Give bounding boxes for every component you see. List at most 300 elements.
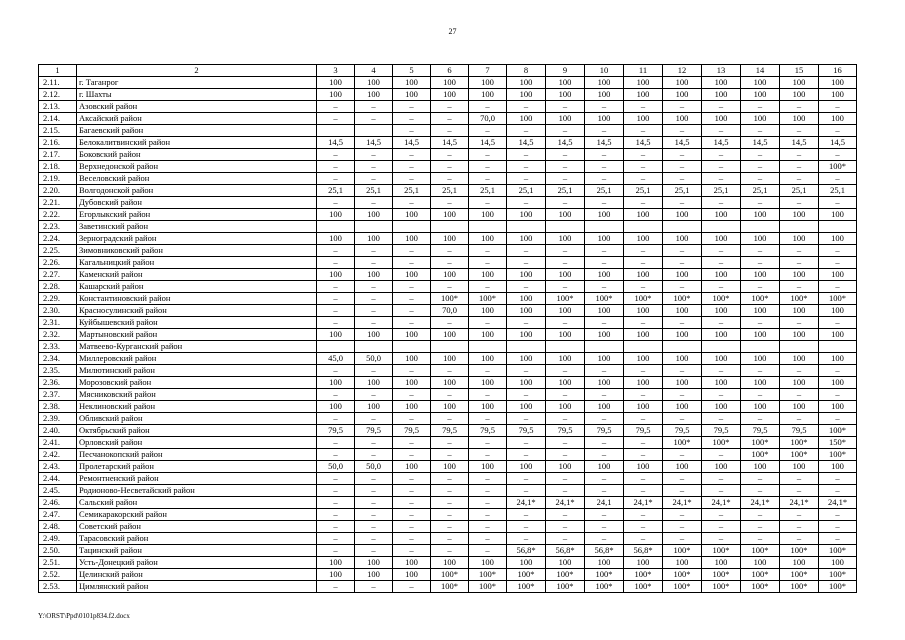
value-cell [393, 341, 431, 353]
value-cell: – [355, 365, 393, 377]
value-cell: 25,1 [431, 185, 469, 197]
value-cell: 79,5 [546, 425, 585, 437]
value-cell: – [431, 149, 469, 161]
column-number-5: 5 [393, 65, 431, 77]
value-cell: 25,1 [780, 185, 819, 197]
value-cell: 100 [624, 233, 663, 245]
value-cell: 24,1* [624, 497, 663, 509]
row-number: 2.53. [39, 581, 77, 593]
table-row [39, 317, 857, 329]
value-cell: – [317, 101, 355, 113]
column-number-4: 4 [355, 65, 393, 77]
value-cell: 24,1* [741, 497, 780, 509]
value-cell: – [393, 545, 431, 557]
value-cell: – [507, 485, 546, 497]
value-cell: – [469, 533, 507, 545]
value-cell: 100 [585, 113, 624, 125]
district-name: Миллеровский район [77, 353, 317, 365]
value-cell: – [546, 125, 585, 137]
column-number-1: 1 [39, 65, 77, 77]
value-cell: – [780, 125, 819, 137]
value-cell: 100 [585, 329, 624, 341]
table-row [39, 329, 857, 341]
value-cell: – [624, 473, 663, 485]
value-cell: 100 [507, 269, 546, 281]
table-row [39, 437, 857, 449]
district-name: Константиновский район [77, 293, 317, 305]
value-cell: 14,5 [546, 137, 585, 149]
table-row [39, 377, 857, 389]
value-cell: 100 [702, 305, 741, 317]
value-cell: – [585, 485, 624, 497]
table-row [39, 221, 857, 233]
row-number: 2.46. [39, 497, 77, 509]
value-cell: – [317, 485, 355, 497]
value-cell: – [780, 197, 819, 209]
value-cell: – [355, 305, 393, 317]
value-cell: 100 [819, 461, 857, 473]
table-row [39, 161, 857, 173]
value-cell: 100* [431, 293, 469, 305]
value-cell: – [780, 101, 819, 113]
table-row [39, 533, 857, 545]
value-cell [355, 341, 393, 353]
value-cell: – [393, 473, 431, 485]
value-cell: – [585, 245, 624, 257]
row-number: 2.39. [39, 413, 77, 425]
value-cell: 100 [546, 557, 585, 569]
row-number: 2.36. [39, 377, 77, 389]
value-cell: – [355, 413, 393, 425]
value-cell: 100 [741, 77, 780, 89]
value-cell: – [469, 485, 507, 497]
value-cell: – [355, 485, 393, 497]
table-row [39, 149, 857, 161]
value-cell: 79,5 [585, 425, 624, 437]
value-cell: 100 [741, 305, 780, 317]
value-cell: – [355, 389, 393, 401]
row-number: 2.27. [39, 269, 77, 281]
value-cell: – [317, 173, 355, 185]
row-number: 2.32. [39, 329, 77, 341]
table-row [39, 401, 857, 413]
value-cell: – [780, 521, 819, 533]
value-cell: – [780, 161, 819, 173]
value-cell: – [741, 245, 780, 257]
row-number: 2.49. [39, 533, 77, 545]
value-cell: 100* [702, 569, 741, 581]
value-cell: 100 [585, 557, 624, 569]
value-cell: 100 [741, 113, 780, 125]
value-cell: – [585, 509, 624, 521]
value-cell: – [317, 245, 355, 257]
value-cell: 100 [624, 89, 663, 101]
district-name: Матвеево-Курганский район [77, 341, 317, 353]
value-cell: 100 [624, 377, 663, 389]
value-cell: – [741, 521, 780, 533]
district-name: Волгодонской район [77, 185, 317, 197]
column-number-8: 8 [507, 65, 546, 77]
value-cell: – [355, 521, 393, 533]
value-cell: 14,5 [585, 137, 624, 149]
value-cell: 100 [780, 209, 819, 221]
value-cell: – [546, 473, 585, 485]
value-cell: 79,5 [624, 425, 663, 437]
value-cell: – [431, 197, 469, 209]
district-name: Тарасовский район [77, 533, 317, 545]
value-cell: – [663, 125, 702, 137]
value-cell: 24,1 [585, 497, 624, 509]
value-cell: 100 [469, 401, 507, 413]
district-name: Веселовский район [77, 173, 317, 185]
value-cell: 100 [702, 557, 741, 569]
value-cell: – [355, 581, 393, 593]
value-cell: – [469, 365, 507, 377]
value-cell: – [507, 161, 546, 173]
table-row [39, 389, 857, 401]
value-cell: – [780, 509, 819, 521]
district-name: Октябрьский район [77, 425, 317, 437]
value-cell: 100 [469, 461, 507, 473]
value-cell [546, 221, 585, 233]
value-cell: – [702, 149, 741, 161]
value-cell: 100 [819, 401, 857, 413]
district-name: Родионово-Несветайский район [77, 485, 317, 497]
value-cell: – [431, 449, 469, 461]
value-cell: – [702, 509, 741, 521]
value-cell: 14,5 [741, 137, 780, 149]
value-cell: – [431, 509, 469, 521]
value-cell: – [393, 521, 431, 533]
value-cell: 100 [702, 77, 741, 89]
value-cell: – [780, 389, 819, 401]
value-cell: – [393, 305, 431, 317]
value-cell: 100 [469, 233, 507, 245]
district-name: Боковский район [77, 149, 317, 161]
value-cell: 25,1 [819, 185, 857, 197]
row-number: 2.37. [39, 389, 77, 401]
value-cell: – [663, 257, 702, 269]
value-cell: – [624, 245, 663, 257]
value-cell: – [355, 281, 393, 293]
value-cell: 100 [507, 89, 546, 101]
value-cell: – [819, 521, 857, 533]
value-cell: – [741, 533, 780, 545]
value-cell: 100 [431, 377, 469, 389]
table-row [39, 77, 857, 89]
value-cell: 100 [819, 305, 857, 317]
value-cell: 100 [431, 557, 469, 569]
value-cell: – [702, 533, 741, 545]
value-cell: – [585, 197, 624, 209]
value-cell [317, 221, 355, 233]
value-cell: 100 [741, 353, 780, 365]
value-cell: 100* [780, 293, 819, 305]
value-cell: – [431, 521, 469, 533]
value-cell [585, 341, 624, 353]
value-cell: – [702, 365, 741, 377]
value-cell: 100 [469, 269, 507, 281]
row-number: 2.22. [39, 209, 77, 221]
column-number-14: 14 [741, 65, 780, 77]
value-cell: 100 [702, 377, 741, 389]
value-cell: – [393, 365, 431, 377]
value-cell: 100 [507, 353, 546, 365]
value-cell: – [546, 245, 585, 257]
table-row [39, 365, 857, 377]
row-number: 2.40. [39, 425, 77, 437]
value-cell: – [546, 521, 585, 533]
district-name: Обливский район [77, 413, 317, 425]
value-cell: 100 [780, 89, 819, 101]
value-cell: 100 [355, 269, 393, 281]
value-cell: 70,0 [469, 113, 507, 125]
value-cell: 100 [355, 329, 393, 341]
value-cell: 100 [546, 401, 585, 413]
value-cell: 100 [317, 329, 355, 341]
value-cell: 100 [507, 233, 546, 245]
value-cell: – [317, 149, 355, 161]
value-cell: – [393, 125, 431, 137]
value-cell: 100* [546, 293, 585, 305]
district-name: Красносулинский район [77, 305, 317, 317]
value-cell: – [546, 389, 585, 401]
value-cell: – [663, 449, 702, 461]
value-cell: 100 [702, 89, 741, 101]
row-number: 2.19. [39, 173, 77, 185]
value-cell: 100 [702, 113, 741, 125]
district-name: Пролетарский район [77, 461, 317, 473]
value-cell [469, 341, 507, 353]
table-row [39, 413, 857, 425]
value-cell: 100 [741, 377, 780, 389]
value-cell: 100 [431, 461, 469, 473]
value-cell: 100 [663, 233, 702, 245]
value-cell: – [393, 449, 431, 461]
table-row [39, 173, 857, 185]
value-cell: – [546, 173, 585, 185]
value-cell: – [585, 413, 624, 425]
value-cell: – [546, 437, 585, 449]
row-number: 2.20. [39, 185, 77, 197]
value-cell: – [317, 533, 355, 545]
column-number-11: 11 [624, 65, 663, 77]
value-cell: – [663, 389, 702, 401]
value-cell: 14,5 [624, 137, 663, 149]
value-cell: – [780, 281, 819, 293]
value-cell: – [507, 173, 546, 185]
value-cell: – [546, 149, 585, 161]
value-cell: 100 [393, 461, 431, 473]
value-cell: – [819, 317, 857, 329]
value-cell: – [663, 485, 702, 497]
district-name: Заветинский район [77, 221, 317, 233]
district-name: Куйбышевский район [77, 317, 317, 329]
value-cell: – [507, 281, 546, 293]
value-cell [741, 221, 780, 233]
value-cell: – [624, 173, 663, 185]
value-cell: 25,1 [663, 185, 702, 197]
value-cell: 14,5 [663, 137, 702, 149]
value-cell: 100* [469, 569, 507, 581]
value-cell: – [741, 473, 780, 485]
value-cell: – [585, 473, 624, 485]
district-name: Песчанокопский район [77, 449, 317, 461]
value-cell: 100* [780, 437, 819, 449]
row-number: 2.43. [39, 461, 77, 473]
value-cell: 24,1* [702, 497, 741, 509]
value-cell: – [393, 113, 431, 125]
value-cell: – [585, 125, 624, 137]
value-cell: 100 [819, 377, 857, 389]
district-name: Дубовский район [77, 197, 317, 209]
value-cell: 24,1* [663, 497, 702, 509]
value-cell: – [431, 545, 469, 557]
value-cell: 100* [431, 581, 469, 593]
value-cell: – [624, 365, 663, 377]
value-cell: – [702, 413, 741, 425]
value-cell: 79,5 [431, 425, 469, 437]
value-cell: – [317, 317, 355, 329]
row-number: 2.41. [39, 437, 77, 449]
district-name: Кагальницкий район [77, 257, 317, 269]
value-cell: – [431, 437, 469, 449]
value-cell: 100 [624, 557, 663, 569]
row-number: 2.38. [39, 401, 77, 413]
value-cell: – [507, 509, 546, 521]
row-number: 2.25. [39, 245, 77, 257]
value-cell: – [819, 125, 857, 137]
value-cell: – [393, 197, 431, 209]
value-cell: – [355, 509, 393, 521]
header-row [39, 65, 857, 77]
value-cell: 100 [663, 401, 702, 413]
value-cell: – [393, 485, 431, 497]
value-cell: – [585, 281, 624, 293]
value-cell: 100 [780, 377, 819, 389]
value-cell [469, 221, 507, 233]
value-cell: – [702, 473, 741, 485]
value-cell [819, 221, 857, 233]
column-number-6: 6 [431, 65, 469, 77]
value-cell: – [741, 413, 780, 425]
value-cell: – [663, 149, 702, 161]
value-cell: 100 [393, 77, 431, 89]
row-number: 2.14. [39, 113, 77, 125]
value-cell: 100* [741, 449, 780, 461]
value-cell: 25,1 [702, 185, 741, 197]
value-cell: – [819, 197, 857, 209]
value-cell: – [507, 317, 546, 329]
district-name: Верхнедонской район [77, 161, 317, 173]
value-cell: – [317, 497, 355, 509]
value-cell: – [507, 257, 546, 269]
value-cell [317, 341, 355, 353]
value-cell: – [431, 365, 469, 377]
table-row [39, 209, 857, 221]
value-cell: 100 [507, 209, 546, 221]
value-cell: – [507, 389, 546, 401]
value-cell: – [469, 149, 507, 161]
value-cell: – [624, 101, 663, 113]
value-cell: 100 [624, 77, 663, 89]
value-cell: 100 [780, 77, 819, 89]
value-cell: – [317, 257, 355, 269]
value-cell: – [393, 257, 431, 269]
value-cell [624, 221, 663, 233]
value-cell: – [393, 101, 431, 113]
value-cell: 79,5 [469, 425, 507, 437]
table-row [39, 425, 857, 437]
value-cell: 100* [741, 569, 780, 581]
table-row [39, 125, 857, 137]
value-cell: – [624, 413, 663, 425]
value-cell: – [663, 161, 702, 173]
row-number: 2.31. [39, 317, 77, 329]
value-cell: – [469, 473, 507, 485]
value-cell: – [702, 101, 741, 113]
value-cell: – [741, 317, 780, 329]
district-name: Семикаракорский район [77, 509, 317, 521]
value-cell: 100 [624, 353, 663, 365]
value-cell: – [355, 497, 393, 509]
district-name: Орловский район [77, 437, 317, 449]
value-cell: 100 [663, 113, 702, 125]
page-number: 27 [448, 27, 457, 36]
value-cell: 25,1 [355, 185, 393, 197]
district-name: Аксайский район [77, 113, 317, 125]
value-cell [355, 221, 393, 233]
value-cell: 100 [663, 353, 702, 365]
row-number: 2.28. [39, 281, 77, 293]
value-cell [702, 341, 741, 353]
value-cell: – [393, 149, 431, 161]
value-cell: – [317, 197, 355, 209]
value-cell: 100 [393, 377, 431, 389]
value-cell: – [317, 581, 355, 593]
value-cell: – [469, 521, 507, 533]
value-cell: – [469, 281, 507, 293]
value-cell: 56,8* [624, 545, 663, 557]
value-cell: – [663, 317, 702, 329]
value-cell: – [624, 317, 663, 329]
value-cell [355, 125, 393, 137]
value-cell: – [431, 125, 469, 137]
value-cell: – [663, 521, 702, 533]
value-cell: – [624, 389, 663, 401]
value-cell: – [819, 365, 857, 377]
value-cell: – [546, 365, 585, 377]
value-cell: – [469, 173, 507, 185]
value-cell: 100 [624, 209, 663, 221]
value-cell: – [393, 497, 431, 509]
value-cell: – [780, 149, 819, 161]
value-cell: 100 [431, 209, 469, 221]
value-cell: – [819, 389, 857, 401]
value-cell: – [663, 197, 702, 209]
value-cell: 100 [393, 233, 431, 245]
value-cell: 100 [355, 89, 393, 101]
value-cell: 100 [431, 401, 469, 413]
value-cell: 100 [469, 77, 507, 89]
value-cell: – [780, 365, 819, 377]
value-cell: – [317, 545, 355, 557]
value-cell: – [355, 245, 393, 257]
value-cell: – [819, 413, 857, 425]
value-cell: 100 [585, 233, 624, 245]
value-cell: 100 [624, 401, 663, 413]
value-cell: 100 [355, 77, 393, 89]
